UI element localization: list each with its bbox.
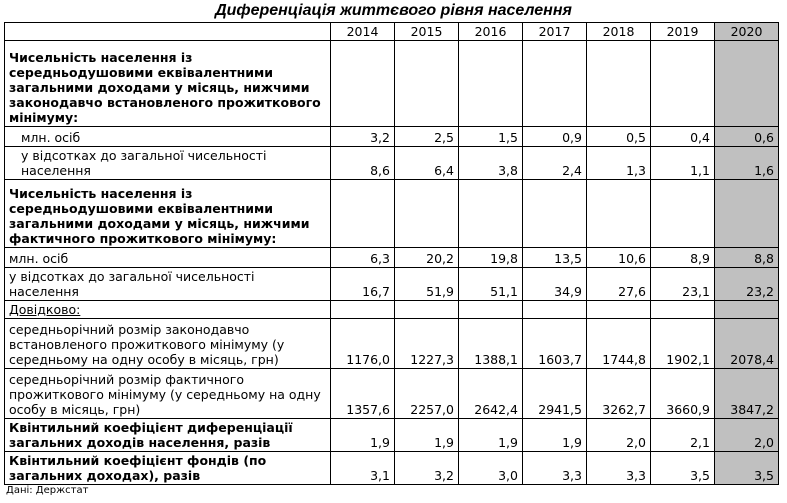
value-cell — [651, 301, 715, 319]
value-cell: 2,1 — [651, 419, 715, 452]
value-cell: 1176,0 — [331, 319, 395, 369]
value-cell: 3262,7 — [587, 369, 651, 419]
row-label: у відсотках до загальної чисельності населення — [5, 268, 331, 301]
value-cell: 2,4 — [523, 147, 587, 180]
value-cell: 34,9 — [523, 268, 587, 301]
value-cell: 1603,7 — [523, 319, 587, 369]
year-header: 2020 — [715, 23, 779, 41]
value-cell — [587, 41, 651, 127]
value-cell: 2,0 — [715, 419, 779, 452]
value-cell: 3,2 — [331, 127, 395, 147]
value-cell: 0,5 — [587, 127, 651, 147]
value-cell: 1,9 — [331, 419, 395, 452]
value-cell: 3,0 — [459, 452, 523, 485]
value-cell — [651, 180, 715, 248]
value-cell — [523, 301, 587, 319]
value-cell: 16,7 — [331, 268, 395, 301]
value-cell — [331, 180, 395, 248]
value-cell — [651, 41, 715, 127]
value-cell — [331, 301, 395, 319]
value-cell — [587, 301, 651, 319]
year-header: 2015 — [395, 23, 459, 41]
value-cell — [459, 180, 523, 248]
value-cell: 20,2 — [395, 248, 459, 268]
row-label: у відсотках до загальної чисельності населення — [5, 147, 331, 180]
table-title: Диференціація життєвого рівня населення — [215, 2, 572, 19]
source-note: Дані: Держстат — [6, 485, 89, 496]
value-cell: 6,4 — [395, 147, 459, 180]
value-cell: 1227,3 — [395, 319, 459, 369]
value-cell: 1,9 — [395, 419, 459, 452]
value-cell: 3,5 — [715, 452, 779, 485]
value-cell: 1,9 — [523, 419, 587, 452]
value-cell: 51,1 — [459, 268, 523, 301]
value-cell: 1,1 — [651, 147, 715, 180]
value-cell: 3847,2 — [715, 369, 779, 419]
value-cell: 1,3 — [587, 147, 651, 180]
table-row — [5, 369, 779, 419]
row-label: Чисельність населення із середньодушовими еквівалентними загальними доходами у місяць, нижчими законодавчо встановленого прожиткового мінімуму: — [5, 41, 331, 127]
value-cell — [715, 180, 779, 248]
value-cell: 3660,9 — [651, 369, 715, 419]
value-cell: 3,1 — [331, 452, 395, 485]
value-cell: 2941,5 — [523, 369, 587, 419]
row-label: млн. осіб — [5, 127, 331, 147]
row-label: млн. осіб — [5, 248, 331, 268]
value-cell — [715, 301, 779, 319]
row-label-text: Довідково: — [9, 302, 81, 317]
living-standards-table — [4, 22, 779, 485]
value-cell: 3,5 — [651, 452, 715, 485]
value-cell — [587, 180, 651, 248]
value-cell: 2642,4 — [459, 369, 523, 419]
value-cell: 6,3 — [331, 248, 395, 268]
value-cell: 3,2 — [395, 452, 459, 485]
table-row — [5, 127, 779, 147]
table-row — [5, 180, 779, 248]
value-cell: 1,9 — [459, 419, 523, 452]
value-cell: 19,8 — [459, 248, 523, 268]
year-header: 2014 — [331, 23, 395, 41]
value-cell: 13,5 — [523, 248, 587, 268]
table-row — [5, 268, 779, 301]
value-cell: 2257,0 — [395, 369, 459, 419]
value-cell: 8,6 — [331, 147, 395, 180]
value-cell: 27,6 — [587, 268, 651, 301]
value-cell: 2,5 — [395, 127, 459, 147]
table-row — [5, 452, 779, 485]
row-label: Квінтильний коефіцієнт диференціації загальних доходів населення, разів — [5, 419, 331, 452]
value-cell: 1,5 — [459, 127, 523, 147]
value-cell — [523, 41, 587, 127]
header-row — [5, 23, 779, 41]
value-cell: 10,6 — [587, 248, 651, 268]
value-cell: 3,8 — [459, 147, 523, 180]
value-cell: 51,9 — [395, 268, 459, 301]
table-row — [5, 419, 779, 452]
header-blank-cell — [5, 23, 331, 41]
value-cell: 3,3 — [587, 452, 651, 485]
value-cell — [395, 301, 459, 319]
year-header: 2017 — [523, 23, 587, 41]
value-cell: 23,2 — [715, 268, 779, 301]
value-cell: 1,6 — [715, 147, 779, 180]
value-cell: 2078,4 — [715, 319, 779, 369]
value-cell: 2,0 — [587, 419, 651, 452]
table-row — [5, 301, 779, 319]
table-row — [5, 147, 779, 180]
value-cell — [459, 41, 523, 127]
row-label: середньорічний розмір законодавчо встановленого прожиткового мінімуму (у середньому на одну особу в місяць, грн) — [5, 319, 331, 369]
value-cell — [523, 180, 587, 248]
year-header: 2016 — [459, 23, 523, 41]
row-label: Чисельність населення із середньодушовими еквівалентними загальними доходами у місяць, нижчими фактичного прожиткового мінімуму: — [5, 180, 331, 248]
table-row — [5, 319, 779, 369]
value-cell — [395, 41, 459, 127]
table-row — [5, 248, 779, 268]
value-cell: 23,1 — [651, 268, 715, 301]
value-cell — [715, 41, 779, 127]
row-label — [5, 301, 331, 319]
value-cell: 0,9 — [523, 127, 587, 147]
row-label: Квінтильний коефіцієнт фондів (по загальних доходах), разів — [5, 452, 331, 485]
value-cell: 1902,1 — [651, 319, 715, 369]
year-header: 2019 — [651, 23, 715, 41]
value-cell: 1357,6 — [331, 369, 395, 419]
value-cell: 1744,8 — [587, 319, 651, 369]
value-cell — [459, 301, 523, 319]
value-cell — [395, 180, 459, 248]
value-cell: 0,6 — [715, 127, 779, 147]
value-cell — [331, 41, 395, 127]
table-row — [5, 41, 779, 127]
value-cell: 8,9 — [651, 248, 715, 268]
year-header: 2018 — [587, 23, 651, 41]
row-label: середньорічний розмір фактичного прожиткового мінімуму (у середньому на одну особу в місяць, грн) — [5, 369, 331, 419]
value-cell: 0,4 — [651, 127, 715, 147]
value-cell: 8,8 — [715, 248, 779, 268]
value-cell: 3,3 — [523, 452, 587, 485]
value-cell: 1388,1 — [459, 319, 523, 369]
